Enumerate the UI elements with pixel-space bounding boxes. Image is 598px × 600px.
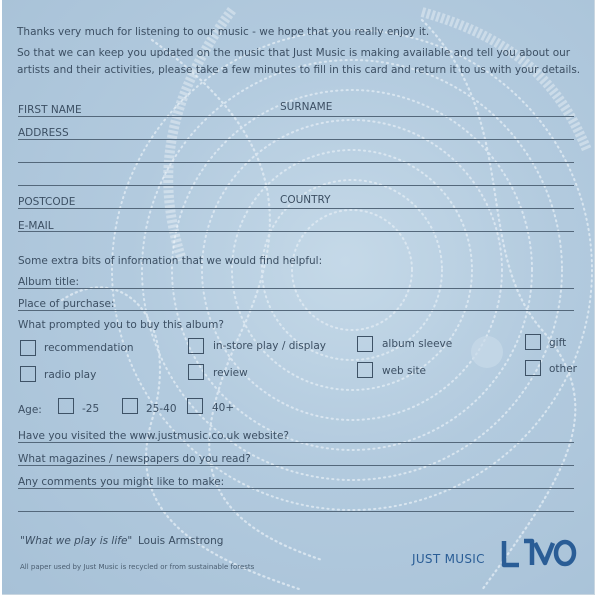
swirl-pattern-decoration — [2, 0, 594, 594]
just-music-logo-icon — [499, 538, 579, 568]
address-label: ADDRESS — [18, 127, 69, 139]
email-input-line[interactable] — [18, 231, 574, 232]
age-25-40-checkbox[interactable] — [122, 398, 138, 414]
place-of-purchase-input-line[interactable] — [18, 310, 574, 311]
age-over-40-checkbox[interactable] — [187, 398, 203, 414]
other-checkbox[interactable] — [525, 360, 541, 376]
instore-label: in-store play / display — [213, 340, 326, 352]
extra-info-heading: Some extra bits of information that we would find helpful: — [18, 255, 323, 267]
address-input-line-3[interactable] — [18, 185, 574, 186]
other-label: other — [549, 363, 577, 375]
review-checkbox[interactable] — [188, 364, 204, 380]
country-label: COUNTRY — [280, 194, 331, 206]
radio-play-checkbox[interactable] — [20, 366, 36, 382]
album-sleeve-checkbox[interactable] — [357, 336, 373, 352]
comments-question: Any comments you might like to make: — [18, 476, 225, 488]
comments-input-line-2[interactable] — [18, 511, 574, 512]
age-under-25-checkbox[interactable] — [58, 398, 74, 414]
album-title-input-line[interactable] — [18, 288, 574, 289]
paper-note: All paper used by Just Music is recycled or from sustainable forests — [20, 563, 255, 571]
postcode-label: POSTCODE — [18, 196, 76, 208]
intro-line-1: Thanks very much for listening to our music - we hope that you really enjoy it. — [17, 26, 430, 38]
age-under-25-label: -25 — [82, 403, 100, 415]
age-25-40-label: 25-40 — [146, 403, 177, 415]
album-sleeve-label: album sleeve — [382, 338, 453, 350]
magazines-input-line[interactable] — [18, 465, 574, 466]
age-over-40-label: 40+ — [212, 402, 235, 414]
gift-checkbox[interactable] — [525, 334, 541, 350]
gift-label: gift — [549, 337, 567, 349]
album-title-label: Album title: — [18, 276, 80, 288]
instore-checkbox[interactable] — [188, 338, 204, 354]
website-visit-question: Have you visited the www.justmusic.co.uk website? — [18, 430, 289, 442]
website-label: web site — [382, 365, 427, 377]
address-input-line-1[interactable] — [18, 139, 574, 140]
website-checkbox[interactable] — [357, 362, 373, 378]
response-card — [2, 0, 595, 595]
recommendation-label: recommendation — [44, 342, 134, 354]
place-of-purchase-label: Place of purchase: — [18, 298, 115, 310]
age-label: Age: — [18, 404, 42, 416]
brand-name: JUST MUSIC — [412, 552, 485, 566]
website-visit-input-line[interactable] — [18, 442, 574, 443]
name-input-line[interactable] — [18, 116, 574, 117]
quote-text: "What we play is life" — [20, 535, 133, 547]
review-label: review — [213, 367, 248, 379]
intro-line-3: artists and their activities, please take a few minutes to fill in this card and return it to us with your details. — [17, 64, 581, 76]
comments-input-line-1[interactable] — [18, 488, 574, 489]
first-name-label: FIRST NAME — [18, 104, 82, 116]
intro-line-2: So that we can keep you updated on the music that Just Music is making available and tell you about our — [17, 47, 571, 59]
email-label: E-MAIL — [18, 220, 54, 232]
prompt-question: What prompted you to buy this album? — [18, 319, 224, 331]
postcode-country-input-line[interactable] — [18, 208, 574, 209]
quote-author: Louis Armstrong — [138, 535, 224, 547]
radio-play-label: radio play — [44, 369, 97, 381]
address-input-line-2[interactable] — [18, 162, 574, 163]
magazines-question: What magazines / newspapers do you read? — [18, 453, 251, 465]
recommendation-checkbox[interactable] — [20, 340, 36, 356]
surname-label: SURNAME — [280, 101, 333, 113]
